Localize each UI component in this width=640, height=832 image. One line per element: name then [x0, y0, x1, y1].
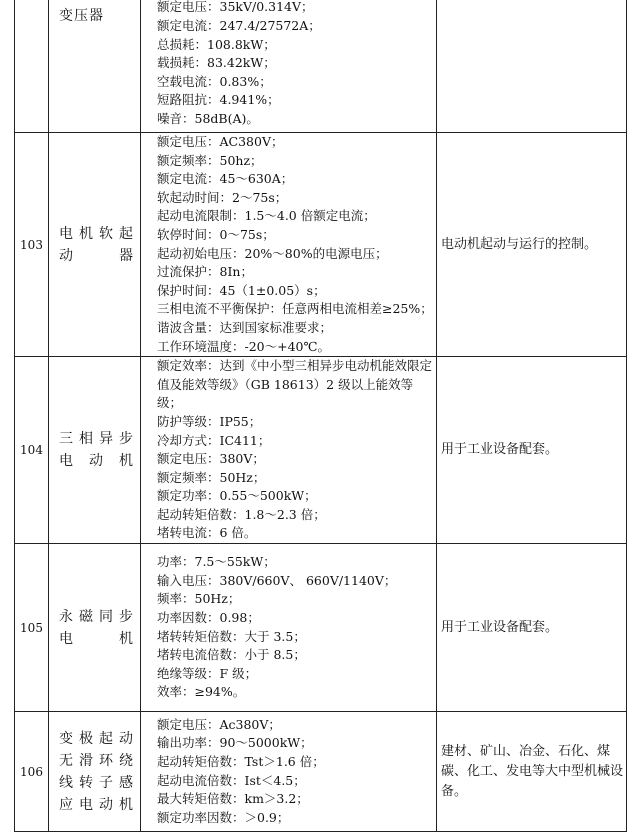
- equipment-spec-table: [14, 0, 627, 832]
- product-name-line: 永磁同步: [59, 608, 134, 625]
- spec-line: 工作环境温度：-20～+40℃。: [157, 338, 330, 354]
- spec-line: 起动转矩倍数：Tst＞1.6 倍；: [157, 753, 325, 769]
- spec-params: [141, 133, 437, 357]
- spec-line: 软停时间：0～75s；: [157, 226, 275, 242]
- product-name-line: 应电动机: [59, 796, 134, 813]
- product-name: [49, 357, 141, 544]
- product-name-line: 电机: [59, 630, 134, 647]
- spec-line: 起动转矩倍数：1.8～2.3 倍；: [157, 506, 326, 522]
- spec-line: 短路阻抗：4.941%；: [157, 92, 280, 108]
- spec-line: 额定频率：50Hz；: [157, 469, 266, 485]
- spec-line: 空载电流：0.83%；: [157, 73, 272, 89]
- spec-line: 总损耗：108.8kW；: [157, 36, 276, 52]
- table-row: [15, 357, 627, 544]
- application-usage: 建材、矿山、冶金、石化、煤碳、化工、发电等大中型机械设备。: [437, 712, 627, 832]
- spec-line: 输出功率：90～5000kW；: [157, 735, 313, 751]
- spec-line: 最大转矩倍数：km＞3.2；: [157, 791, 309, 807]
- spec-line: 冷却方式：IC411；: [157, 432, 271, 448]
- product-name-line: 线转子感: [59, 774, 134, 791]
- row-number: [15, 0, 49, 133]
- row-number: 104: [15, 357, 49, 544]
- table-row: [15, 712, 627, 832]
- spec-line: 输入电压：380V/660V、 660V/1140V；: [157, 572, 397, 588]
- spec-params: [141, 0, 437, 133]
- spec-line: 额定电压：35kV/0.314V；: [157, 0, 314, 15]
- table-row: [15, 0, 627, 133]
- spec-line: 功率：7.5～55kW；: [157, 554, 276, 570]
- spec-line: 额定电流：247.4/27572A；: [157, 18, 321, 34]
- product-name-line: 三相异步: [59, 431, 134, 448]
- spec-params: [141, 712, 437, 832]
- spec-line: 额定电压：Ac380V；: [157, 716, 281, 732]
- application-usage: 电动机起动与运行的控制。: [437, 133, 627, 357]
- table-row: [15, 544, 627, 712]
- product-name-line: 动器: [59, 247, 134, 264]
- product-name-line: 变极起动: [59, 730, 134, 747]
- spec-line: 防护等级：IP55；: [157, 413, 262, 429]
- product-name: [49, 544, 141, 712]
- row-number: 105: [15, 544, 49, 712]
- product-name-line: 变压器: [59, 8, 104, 24]
- spec-params: [141, 357, 437, 544]
- product-name: [49, 0, 141, 133]
- product-name-line: 电机软起: [59, 225, 134, 242]
- spec-line: 额定功率：0.55～500kW；: [157, 488, 317, 504]
- spec-line: 频率：50Hz；: [157, 591, 241, 607]
- spec-line: 保护时间：45（1±0.05）s；: [157, 282, 326, 298]
- application-usage: [437, 0, 627, 133]
- product-name: [49, 133, 141, 357]
- spec-line: 过流保护：8In；: [157, 264, 253, 280]
- spec-line: 载损耗：83.42kW；: [157, 55, 276, 71]
- product-name-line: 电动机: [59, 453, 134, 470]
- spec-line: 额定电压：380V；: [157, 451, 265, 467]
- table-body: [15, 0, 627, 832]
- spec-line: 效率：≥94%。: [157, 684, 246, 700]
- spec-params: [141, 544, 437, 712]
- spec-line: 三相电流不平衡保护：任意两相电流相差≥25%；: [157, 301, 433, 317]
- product-name: [49, 712, 141, 832]
- product-name-line: 无滑环绕: [59, 752, 134, 769]
- spec-line: 堵转转矩倍数：大于 3.5；: [157, 628, 306, 644]
- spec-line: 起动电流倍数：Ist＜4.5；: [157, 772, 306, 788]
- spec-line: 软起动时间：2～75s；: [157, 189, 288, 205]
- spec-line: 起动电流限制：1.5～4.0 倍额定电流；: [157, 208, 376, 224]
- table-row: [15, 133, 627, 357]
- spec-line: 谐波含量：达到国家标准要求；: [157, 319, 333, 335]
- spec-line: 功率因数：0.98；: [157, 609, 260, 625]
- spec-line: 起动初始电压：20%～80%的电源电压；: [157, 245, 388, 261]
- spec-line: 堵转电流倍数：小于 8.5；: [157, 647, 306, 663]
- spec-line: 堵转电流：6 倍。: [157, 525, 257, 541]
- row-number: 106: [15, 712, 49, 832]
- spec-line: 额定电流：45～630A；: [157, 171, 294, 187]
- application-usage: 用于工业设备配套。: [437, 357, 627, 544]
- spec-line: 额定效率：达到《中小型三相异步电动机能效限定值及能效等级》（GB 18613）2 级以上能效等级；: [157, 358, 433, 411]
- application-usage: 用于工业设备配套。: [437, 544, 627, 712]
- spec-line: 绝缘等级：F 级；: [157, 665, 258, 681]
- spec-line: 额定功率因数：＞0.9；: [157, 809, 290, 825]
- spec-line: 噪音：58dB(A)。: [157, 110, 259, 126]
- row-number: 103: [15, 133, 49, 357]
- spec-line: 额定电压：AC380V；: [157, 134, 284, 149]
- spec-line: 额定频率：50hz；: [157, 152, 263, 168]
